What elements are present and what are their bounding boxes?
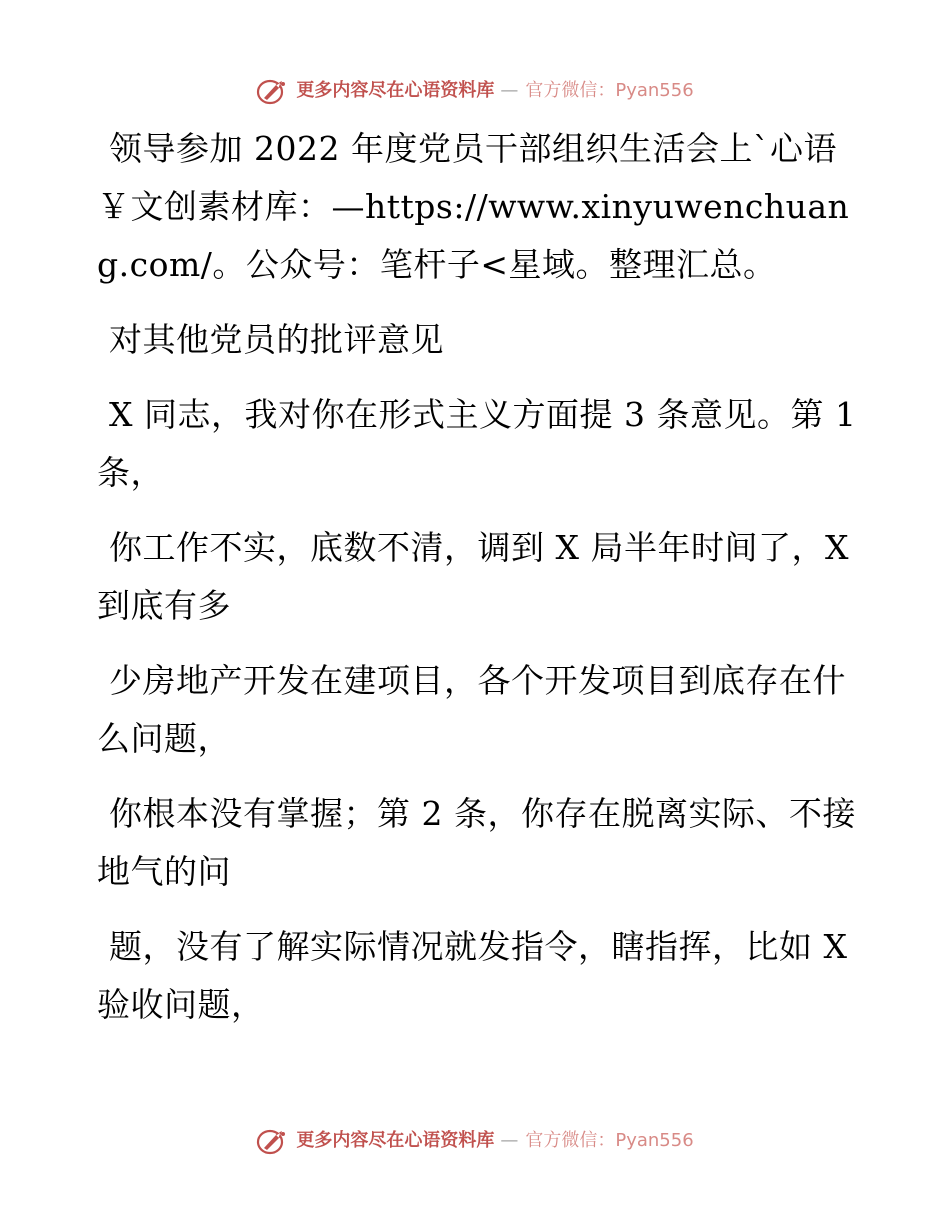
paragraph-source-note: 领导参加 2022 年度党员干部组织生活会上`心语￥文创素材库：—https://www.xinyuwenchuang.com/。公众号：笔杆子<星域。整理汇总。 <box>97 129 850 284</box>
paragraph-text: 题，没有了解实际情况就发指令，瞎指挥，比如 X 验收问题， <box>97 927 848 1024</box>
watermark-separator: — <box>500 1130 520 1151</box>
pen-nib-logo-icon <box>256 1126 290 1156</box>
paragraph-heading: 对其他党员的批评意见 <box>109 320 444 359</box>
watermark-wechat-text: 官方微信：Pyan556 <box>525 80 694 101</box>
watermark-main-text: 更多内容尽在心语资料库 <box>296 1130 495 1151</box>
watermark-main-text: 更多内容尽在心语资料库 <box>296 80 495 101</box>
watermark-separator: — <box>500 80 520 101</box>
footer-watermark <box>0 1126 950 1156</box>
watermark-wechat-text: 官方微信：Pyan556 <box>525 1130 694 1151</box>
document-body <box>97 120 857 1051</box>
paragraph-text: 少房地产开发在建项目，各个开发项目到底存在什么问题， <box>97 661 846 758</box>
paragraph-text: 你根本没有掌握；第 2 条，你存在脱离实际、不接地气的问 <box>97 794 856 891</box>
paragraph-text: 你工作不实，底数不清，调到 X 局半年时间了，X 到底有多 <box>97 528 849 625</box>
pen-nib-logo-icon <box>256 76 290 106</box>
paragraph-text: X 同志，我对你在形式主义方面提 3 条意见。第 1 条， <box>97 395 857 492</box>
header-watermark <box>0 76 950 106</box>
